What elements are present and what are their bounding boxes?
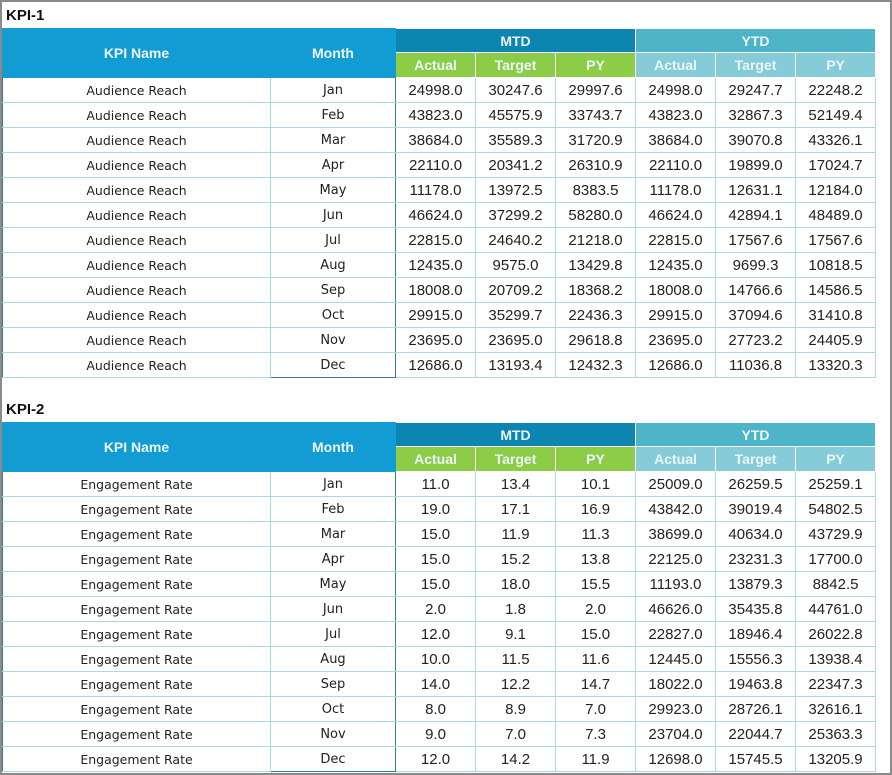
cell-ytd-py[interactable]: 17024.7 — [796, 153, 876, 178]
cell-mtd-actual[interactable]: 14.0 — [396, 672, 476, 697]
cell-kpi-name[interactable]: Audience Reach — [3, 228, 271, 253]
cell-ytd-py[interactable]: 24405.9 — [796, 328, 876, 353]
cell-mtd-py[interactable]: 8383.5 — [556, 178, 636, 203]
cell-mtd-actual[interactable]: 11.0 — [396, 472, 476, 497]
cell-ytd-target[interactable]: 32867.3 — [716, 103, 796, 128]
cell-mtd-py[interactable]: 2.0 — [556, 597, 636, 622]
cell-ytd-target[interactable]: 37094.6 — [716, 303, 796, 328]
cell-month[interactable]: Jun — [271, 597, 396, 622]
cell-ytd-actual[interactable]: 46624.0 — [636, 203, 716, 228]
cell-mtd-target[interactable]: 9.1 — [476, 622, 556, 647]
header-ytd-target: Target — [716, 447, 796, 472]
kpi-1-section — [2, 4, 876, 378]
cell-ytd-target[interactable]: 29247.7 — [716, 78, 796, 103]
cell-ytd-py[interactable]: 25363.3 — [796, 722, 876, 747]
table-row — [3, 597, 876, 622]
cell-ytd-target[interactable]: 27723.2 — [716, 328, 796, 353]
header-mtd-actual: Actual — [396, 447, 476, 472]
table-row — [3, 203, 876, 228]
cell-kpi-name[interactable]: Audience Reach — [3, 328, 271, 353]
cell-month[interactable]: Aug — [271, 647, 396, 672]
header-mtd-py: PY — [556, 53, 636, 78]
header-mtd-py: PY — [556, 447, 636, 472]
cell-kpi-name[interactable]: Engagement Rate — [3, 572, 271, 597]
cell-month[interactable]: Feb — [271, 497, 396, 522]
cell-ytd-py[interactable]: 43326.1 — [796, 128, 876, 153]
cell-ytd-actual[interactable]: 23704.0 — [636, 722, 716, 747]
cell-kpi-name[interactable]: Engagement Rate — [3, 672, 271, 697]
cell-ytd-actual[interactable]: 46626.0 — [636, 597, 716, 622]
cell-mtd-py[interactable]: 15.0 — [556, 622, 636, 647]
kpi-title: KPI-2 — [6, 401, 45, 418]
header-ytd-py: PY — [796, 53, 876, 78]
cell-mtd-actual[interactable]: 46624.0 — [396, 203, 476, 228]
header-mtd: MTD — [396, 423, 636, 447]
cell-ytd-target[interactable]: 35435.8 — [716, 597, 796, 622]
cell-mtd-target[interactable]: 30247.6 — [476, 78, 556, 103]
cell-month[interactable]: Apr — [271, 153, 396, 178]
cell-mtd-actual[interactable]: 24998.0 — [396, 78, 476, 103]
cell-kpi-name[interactable]: Engagement Rate — [3, 747, 271, 772]
cell-ytd-actual[interactable]: 22125.0 — [636, 547, 716, 572]
cell-mtd-actual[interactable]: 29915.0 — [396, 303, 476, 328]
cell-mtd-py[interactable]: 58280.0 — [556, 203, 636, 228]
cell-ytd-py[interactable]: 14586.5 — [796, 278, 876, 303]
cell-ytd-py[interactable]: 48489.0 — [796, 203, 876, 228]
cell-mtd-py[interactable]: 16.9 — [556, 497, 636, 522]
cell-month[interactable]: Jun — [271, 203, 396, 228]
cell-mtd-target[interactable]: 7.0 — [476, 722, 556, 747]
cell-ytd-py[interactable]: 26022.8 — [796, 622, 876, 647]
cell-ytd-actual[interactable]: 12686.0 — [636, 353, 716, 378]
header-mtd-target: Target — [476, 53, 556, 78]
cell-mtd-target[interactable]: 1.8 — [476, 597, 556, 622]
cell-mtd-actual[interactable]: 12.0 — [396, 622, 476, 647]
cell-kpi-name[interactable]: Engagement Rate — [3, 622, 271, 647]
cell-mtd-actual[interactable]: 11178.0 — [396, 178, 476, 203]
table-row — [3, 103, 876, 128]
header-kpi-name: KPI Name — [3, 423, 271, 472]
cell-ytd-py[interactable]: 13320.3 — [796, 353, 876, 378]
cell-kpi-name[interactable]: Audience Reach — [3, 153, 271, 178]
cell-kpi-name[interactable]: Audience Reach — [3, 178, 271, 203]
cell-mtd-actual[interactable]: 9.0 — [396, 722, 476, 747]
cell-mtd-py[interactable]: 11.3 — [556, 522, 636, 547]
cell-kpi-name[interactable]: Engagement Rate — [3, 497, 271, 522]
cell-ytd-py[interactable]: 32616.1 — [796, 697, 876, 722]
cell-ytd-target[interactable]: 11036.8 — [716, 353, 796, 378]
cell-ytd-py[interactable]: 43729.9 — [796, 522, 876, 547]
cell-ytd-target[interactable]: 18946.4 — [716, 622, 796, 647]
cell-mtd-target[interactable]: 23695.0 — [476, 328, 556, 353]
cell-mtd-target[interactable]: 45575.9 — [476, 103, 556, 128]
cell-ytd-target[interactable]: 40634.0 — [716, 522, 796, 547]
cell-mtd-target[interactable]: 18.0 — [476, 572, 556, 597]
table-row — [3, 522, 876, 547]
cell-month[interactable]: Jul — [271, 228, 396, 253]
cell-month[interactable]: Apr — [271, 547, 396, 572]
cell-mtd-actual[interactable]: 8.0 — [396, 697, 476, 722]
header-mtd-actual: Actual — [396, 53, 476, 78]
cell-ytd-actual[interactable]: 38684.0 — [636, 128, 716, 153]
cell-ytd-target[interactable]: 39019.4 — [716, 497, 796, 522]
cell-ytd-actual[interactable]: 23695.0 — [636, 328, 716, 353]
cell-month[interactable]: Oct — [271, 303, 396, 328]
header-kpi-name: KPI Name — [3, 29, 271, 78]
cell-month[interactable]: Feb — [271, 103, 396, 128]
cell-kpi-name[interactable]: Audience Reach — [3, 103, 271, 128]
header-ytd-actual: Actual — [636, 447, 716, 472]
cell-kpi-name[interactable]: Audience Reach — [3, 203, 271, 228]
table-row — [3, 697, 876, 722]
cell-ytd-actual[interactable]: 38699.0 — [636, 522, 716, 547]
header-month: Month — [271, 29, 396, 78]
cell-ytd-py[interactable]: 44761.0 — [796, 597, 876, 622]
cell-ytd-py[interactable]: 13938.4 — [796, 647, 876, 672]
cell-ytd-py[interactable]: 12184.0 — [796, 178, 876, 203]
cell-mtd-target[interactable]: 35589.3 — [476, 128, 556, 153]
cell-ytd-actual[interactable]: 25009.0 — [636, 472, 716, 497]
cell-ytd-py[interactable]: 22248.2 — [796, 78, 876, 103]
cell-mtd-target[interactable]: 15.2 — [476, 547, 556, 572]
cell-mtd-py[interactable]: 29618.8 — [556, 328, 636, 353]
cell-ytd-target[interactable]: 15556.3 — [716, 647, 796, 672]
cell-ytd-target[interactable]: 13879.3 — [716, 572, 796, 597]
cell-month[interactable]: Nov — [271, 328, 396, 353]
cell-mtd-py[interactable]: 22436.3 — [556, 303, 636, 328]
cell-kpi-name[interactable]: Audience Reach — [3, 78, 271, 103]
cell-ytd-target[interactable]: 17567.6 — [716, 228, 796, 253]
cell-mtd-target[interactable]: 24640.2 — [476, 228, 556, 253]
cell-kpi-name[interactable]: Engagement Rate — [3, 647, 271, 672]
cell-mtd-py[interactable]: 33743.7 — [556, 103, 636, 128]
cell-mtd-actual[interactable]: 43823.0 — [396, 103, 476, 128]
cell-ytd-actual[interactable]: 12698.0 — [636, 747, 716, 772]
cell-mtd-actual[interactable]: 22815.0 — [396, 228, 476, 253]
cell-ytd-actual[interactable]: 12445.0 — [636, 647, 716, 672]
cell-mtd-py[interactable]: 12432.3 — [556, 353, 636, 378]
cell-mtd-py[interactable]: 26310.9 — [556, 153, 636, 178]
cell-ytd-actual[interactable]: 29915.0 — [636, 303, 716, 328]
cell-ytd-py[interactable]: 54802.5 — [796, 497, 876, 522]
cell-mtd-actual[interactable]: 12686.0 — [396, 353, 476, 378]
cell-ytd-py[interactable]: 52149.4 — [796, 103, 876, 128]
cell-mtd-py[interactable]: 14.7 — [556, 672, 636, 697]
cell-mtd-target[interactable]: 12.2 — [476, 672, 556, 697]
cell-ytd-py[interactable]: 8842.5 — [796, 572, 876, 597]
cell-mtd-actual[interactable]: 15.0 — [396, 522, 476, 547]
cell-kpi-name[interactable]: Engagement Rate — [3, 547, 271, 572]
table-row — [3, 303, 876, 328]
header-ytd-py: PY — [796, 447, 876, 472]
cell-mtd-py[interactable]: 15.5 — [556, 572, 636, 597]
cell-mtd-py[interactable]: 18368.2 — [556, 278, 636, 303]
cell-ytd-actual[interactable]: 22827.0 — [636, 622, 716, 647]
header-mtd-target: Target — [476, 447, 556, 472]
table-row — [3, 572, 876, 597]
table-row — [3, 722, 876, 747]
cell-mtd-target[interactable]: 17.1 — [476, 497, 556, 522]
cell-mtd-actual[interactable]: 23695.0 — [396, 328, 476, 353]
cell-ytd-actual[interactable]: 11193.0 — [636, 572, 716, 597]
cell-month[interactable]: May — [271, 178, 396, 203]
kpi-2-section — [2, 398, 876, 772]
cell-ytd-actual[interactable]: 22110.0 — [636, 153, 716, 178]
cell-mtd-target[interactable]: 13972.5 — [476, 178, 556, 203]
cell-kpi-name[interactable]: Audience Reach — [3, 353, 271, 378]
cell-ytd-target[interactable]: 12631.1 — [716, 178, 796, 203]
cell-ytd-target[interactable]: 23231.3 — [716, 547, 796, 572]
cell-month[interactable]: Oct — [271, 697, 396, 722]
header-ytd-target: Target — [716, 53, 796, 78]
cell-ytd-target[interactable]: 39070.8 — [716, 128, 796, 153]
cell-kpi-name[interactable]: Audience Reach — [3, 128, 271, 153]
cell-mtd-py[interactable]: 13.8 — [556, 547, 636, 572]
cell-mtd-target[interactable]: 20341.2 — [476, 153, 556, 178]
cell-ytd-target[interactable]: 15745.5 — [716, 747, 796, 772]
cell-month[interactable]: Nov — [271, 722, 396, 747]
table-row — [3, 178, 876, 203]
cell-mtd-py[interactable]: 21218.0 — [556, 228, 636, 253]
cell-ytd-py[interactable]: 25259.1 — [796, 472, 876, 497]
cell-ytd-actual[interactable]: 24998.0 — [636, 78, 716, 103]
cell-mtd-py[interactable]: 13429.8 — [556, 253, 636, 278]
cell-kpi-name[interactable]: Engagement Rate — [3, 597, 271, 622]
cell-mtd-target[interactable]: 14.2 — [476, 747, 556, 772]
cell-mtd-target[interactable]: 35299.7 — [476, 303, 556, 328]
cell-mtd-py[interactable]: 10.1 — [556, 472, 636, 497]
kpi-title: KPI-1 — [6, 7, 45, 24]
cell-mtd-target[interactable]: 9575.0 — [476, 253, 556, 278]
cell-mtd-py[interactable]: 11.9 — [556, 747, 636, 772]
cell-kpi-name[interactable]: Engagement Rate — [3, 522, 271, 547]
table-row — [3, 278, 876, 303]
cell-ytd-actual[interactable]: 18008.0 — [636, 278, 716, 303]
table-row — [3, 353, 876, 378]
cell-kpi-name[interactable]: Engagement Rate — [3, 697, 271, 722]
cell-mtd-py[interactable]: 29997.6 — [556, 78, 636, 103]
table-row — [3, 622, 876, 647]
cell-ytd-py[interactable]: 13205.9 — [796, 747, 876, 772]
cell-month[interactable]: Dec — [271, 353, 396, 378]
cell-ytd-py[interactable]: 10818.5 — [796, 253, 876, 278]
table-row — [3, 253, 876, 278]
cell-mtd-actual[interactable]: 15.0 — [396, 572, 476, 597]
cell-month[interactable]: May — [271, 572, 396, 597]
cell-mtd-actual[interactable]: 12435.0 — [396, 253, 476, 278]
cell-ytd-target[interactable]: 42894.1 — [716, 203, 796, 228]
cell-month[interactable]: Jul — [271, 622, 396, 647]
cell-mtd-target[interactable]: 11.5 — [476, 647, 556, 672]
cell-mtd-py[interactable]: 31720.9 — [556, 128, 636, 153]
cell-mtd-py[interactable]: 11.6 — [556, 647, 636, 672]
header-month: Month — [271, 423, 396, 472]
table-row — [3, 228, 876, 253]
cell-ytd-actual[interactable]: 22815.0 — [636, 228, 716, 253]
cell-mtd-target[interactable]: 37299.2 — [476, 203, 556, 228]
cell-mtd-actual[interactable]: 12.0 — [396, 747, 476, 772]
cell-kpi-name[interactable]: Audience Reach — [3, 303, 271, 328]
table-row — [3, 497, 876, 522]
table-row — [3, 128, 876, 153]
cell-mtd-py[interactable]: 7.3 — [556, 722, 636, 747]
table-row — [3, 153, 876, 178]
table-row — [3, 328, 876, 353]
cell-kpi-name[interactable]: Engagement Rate — [3, 472, 271, 497]
cell-month[interactable]: Aug — [271, 253, 396, 278]
cell-mtd-actual[interactable]: 22110.0 — [396, 153, 476, 178]
cell-mtd-actual[interactable]: 10.0 — [396, 647, 476, 672]
cell-ytd-py[interactable]: 31410.8 — [796, 303, 876, 328]
cell-month[interactable]: Mar — [271, 128, 396, 153]
cell-month[interactable]: Sep — [271, 278, 396, 303]
cell-ytd-actual[interactable]: 29923.0 — [636, 697, 716, 722]
cell-ytd-target[interactable]: 28726.1 — [716, 697, 796, 722]
cell-month[interactable]: Jan — [271, 472, 396, 497]
cell-mtd-target[interactable]: 13.4 — [476, 472, 556, 497]
kpi-table — [2, 28, 876, 378]
cell-month[interactable]: Mar — [271, 522, 396, 547]
cell-month[interactable]: Sep — [271, 672, 396, 697]
cell-ytd-py[interactable]: 17700.0 — [796, 547, 876, 572]
cell-mtd-target[interactable]: 8.9 — [476, 697, 556, 722]
header-ytd-actual: Actual — [636, 53, 716, 78]
cell-mtd-target[interactable]: 20709.2 — [476, 278, 556, 303]
cell-ytd-actual[interactable]: 43842.0 — [636, 497, 716, 522]
header-mtd: MTD — [396, 29, 636, 53]
cell-ytd-target[interactable]: 26259.5 — [716, 472, 796, 497]
cell-mtd-actual[interactable]: 15.0 — [396, 547, 476, 572]
cell-mtd-actual[interactable]: 18008.0 — [396, 278, 476, 303]
header-ytd: YTD — [636, 423, 876, 447]
cell-ytd-target[interactable]: 19463.8 — [716, 672, 796, 697]
table-row — [3, 672, 876, 697]
cell-ytd-py[interactable]: 22347.3 — [796, 672, 876, 697]
cell-ytd-target[interactable]: 22044.7 — [716, 722, 796, 747]
cell-mtd-target[interactable]: 11.9 — [476, 522, 556, 547]
cell-month[interactable]: Jan — [271, 78, 396, 103]
header-ytd: YTD — [636, 29, 876, 53]
cell-kpi-name[interactable]: Audience Reach — [3, 278, 271, 303]
cell-ytd-target[interactable]: 19899.0 — [716, 153, 796, 178]
cell-ytd-actual[interactable]: 11178.0 — [636, 178, 716, 203]
cell-mtd-actual[interactable]: 38684.0 — [396, 128, 476, 153]
table-row — [3, 547, 876, 572]
cell-mtd-actual[interactable]: 19.0 — [396, 497, 476, 522]
kpi-table — [2, 422, 876, 772]
cell-ytd-target[interactable]: 9699.3 — [716, 253, 796, 278]
cell-kpi-name[interactable]: Engagement Rate — [3, 722, 271, 747]
cell-mtd-actual[interactable]: 2.0 — [396, 597, 476, 622]
cell-mtd-target[interactable]: 13193.4 — [476, 353, 556, 378]
cell-ytd-actual[interactable]: 12435.0 — [636, 253, 716, 278]
cell-ytd-py[interactable]: 17567.6 — [796, 228, 876, 253]
cell-mtd-py[interactable]: 7.0 — [556, 697, 636, 722]
cell-ytd-actual[interactable]: 18022.0 — [636, 672, 716, 697]
table-row — [3, 78, 876, 103]
table-row — [3, 647, 876, 672]
table-row — [3, 472, 876, 497]
cell-kpi-name[interactable]: Audience Reach — [3, 253, 271, 278]
cell-ytd-actual[interactable]: 43823.0 — [636, 103, 716, 128]
cell-month[interactable]: Dec — [271, 747, 396, 772]
table-row — [3, 747, 876, 772]
cell-ytd-target[interactable]: 14766.6 — [716, 278, 796, 303]
